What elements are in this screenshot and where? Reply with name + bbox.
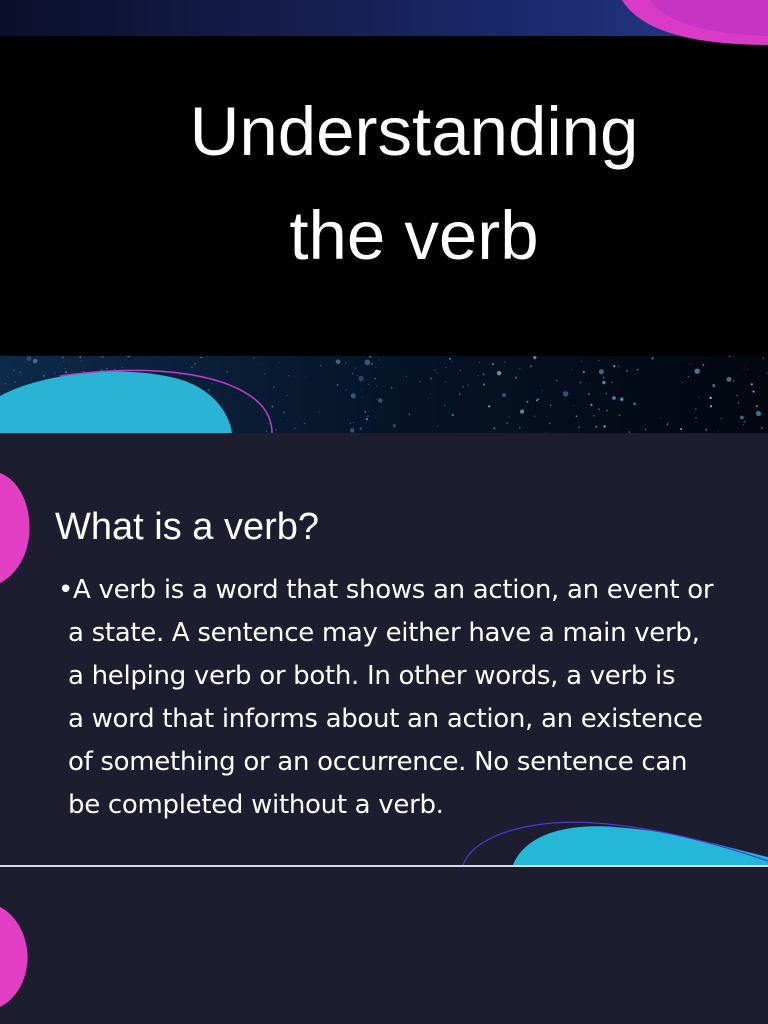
pink-blob-decoration [0, 907, 30, 1007]
title-line-1: Understanding [189, 93, 639, 170]
slide-heading: What is a verb? [55, 506, 319, 548]
next-slide [0, 867, 768, 1024]
pink-blob-decoration [0, 473, 32, 583]
slide-title [80, 80, 748, 288]
title-slide [0, 0, 768, 433]
glitter-decoration [0, 356, 768, 433]
title-line-2: the verb [289, 197, 539, 274]
pink-blob-decoration [0, 0, 768, 60]
body-line: a state. A sentence may either have a main verb, [68, 618, 700, 648]
body-line: of something or an occurrence. No sentence can [68, 747, 688, 777]
content-slide [0, 433, 768, 865]
body-line: be completed without a verb. [68, 790, 444, 820]
body-line: a helping verb or both. In other words, a verb is [68, 661, 676, 691]
slide-body-text [58, 569, 728, 827]
body-line: •A verb is a word that shows an action, an event or [58, 575, 714, 605]
body-line: a word that informs about an action, an existence [68, 704, 703, 734]
cyan-wave-decoration [455, 815, 768, 865]
